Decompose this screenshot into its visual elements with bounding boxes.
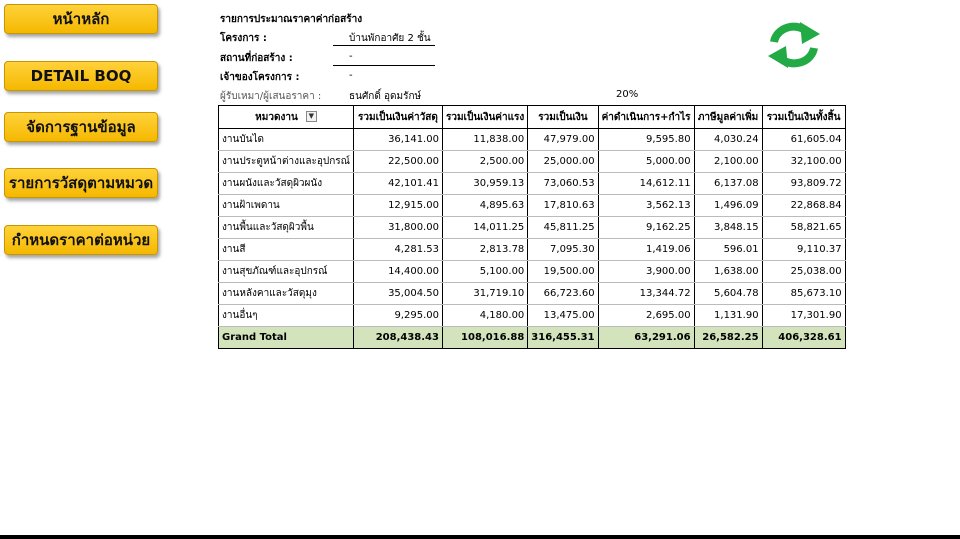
grand-total-row	[219, 327, 846, 349]
amount-cell[interactable]: 596.01	[694, 239, 762, 261]
amount-cell[interactable]: 1,638.00	[694, 261, 762, 283]
amount-cell[interactable]: 1,131.90	[694, 305, 762, 327]
amount-cell[interactable]: 2,100.00	[694, 151, 762, 173]
report-title: รายการประมาณราคาค่าก่อสร้าง	[220, 14, 363, 25]
header-overhead-profit: ค่าดำเนินการ+กำไร	[598, 106, 694, 129]
amount-cell[interactable]: 35,004.50	[353, 283, 442, 305]
amount-cell[interactable]: 19,500.00	[528, 261, 598, 283]
amount-cell[interactable]: 3,562.13	[598, 195, 694, 217]
amount-cell[interactable]: 58,821.65	[762, 217, 845, 239]
amount-cell[interactable]: 13,475.00	[528, 305, 598, 327]
location-value: -	[349, 51, 353, 62]
table-row	[219, 173, 846, 195]
amount-cell[interactable]: 4,895.63	[442, 195, 527, 217]
nav-button-unit-price[interactable]: กำหนดราคาต่อหน่วย	[4, 225, 158, 255]
amount-cell[interactable]: 85,673.10	[762, 283, 845, 305]
amount-cell[interactable]: 9,162.25	[598, 217, 694, 239]
refresh-icon[interactable]	[764, 20, 824, 70]
filter-dropdown-icon[interactable]: ▼	[306, 111, 317, 122]
category-cell[interactable]: งานอื่นๆ	[219, 305, 354, 327]
nav-button-home[interactable]: หน้าหลัก	[4, 4, 158, 34]
amount-cell[interactable]: 3,848.15	[694, 217, 762, 239]
total-cell: 208,438.43	[353, 327, 442, 349]
header-vat: ภาษีมูลค่าเพิ่ม	[694, 106, 762, 129]
amount-cell[interactable]: 3,900.00	[598, 261, 694, 283]
amount-cell[interactable]: 2,695.00	[598, 305, 694, 327]
header-subtotal: รวมเป็นเงิน	[528, 106, 598, 129]
nav-button-materials-by-category[interactable]: รายการวัสดุตามหมวด	[4, 168, 158, 198]
project-underline	[333, 45, 435, 46]
owner-label: เจ้าของโครงการ :	[220, 72, 300, 83]
amount-cell[interactable]: 1,419.06	[598, 239, 694, 261]
amount-cell[interactable]: 93,809.72	[762, 173, 845, 195]
amount-cell[interactable]: 14,612.11	[598, 173, 694, 195]
amount-cell[interactable]: 47,979.00	[528, 129, 598, 151]
amount-cell[interactable]: 12,915.00	[353, 195, 442, 217]
category-cell[interactable]: งานบันได	[219, 129, 354, 151]
amount-cell[interactable]: 2,813.78	[442, 239, 527, 261]
header-category-label: หมวดงาน	[255, 111, 298, 123]
amount-cell[interactable]: 14,400.00	[353, 261, 442, 283]
header-labor-cost: รวมเป็นเงินค่าแรง	[442, 106, 527, 129]
amount-cell[interactable]: 17,301.90	[762, 305, 845, 327]
nav-button-manage-database[interactable]: จัดการฐานข้อมูล	[4, 112, 158, 142]
amount-cell[interactable]: 14,011.25	[442, 217, 527, 239]
boq-summary-table	[218, 105, 846, 349]
table-row	[219, 195, 846, 217]
contractor-value: ธนศักดิ์ อุดมรักษ์	[349, 91, 422, 102]
bottom-bar	[0, 535, 960, 539]
amount-cell[interactable]: 61,605.04	[762, 129, 845, 151]
amount-cell[interactable]: 6,137.08	[694, 173, 762, 195]
total-cell: 26,582.25	[694, 327, 762, 349]
amount-cell[interactable]: 31,719.10	[442, 283, 527, 305]
contractor-label: ผู้รับเหมา/ผู้เสนอราคา :	[220, 91, 322, 102]
amount-cell[interactable]: 36,141.00	[353, 129, 442, 151]
total-cell: 406,328.61	[762, 327, 845, 349]
amount-cell[interactable]: 9,595.80	[598, 129, 694, 151]
total-cell: 63,291.06	[598, 327, 694, 349]
owner-value: -	[349, 70, 353, 81]
project-value: บ้านพักอาศัย 2 ชั้น	[349, 33, 431, 44]
amount-cell[interactable]: 1,496.09	[694, 195, 762, 217]
total-cell: 108,016.88	[442, 327, 527, 349]
amount-cell[interactable]: 9,110.37	[762, 239, 845, 261]
amount-cell[interactable]: 31,800.00	[353, 217, 442, 239]
amount-cell[interactable]: 22,868.84	[762, 195, 845, 217]
category-cell[interactable]: งานพื้นและวัสดุผิวพื้น	[219, 217, 354, 239]
table-row	[219, 129, 846, 151]
category-cell[interactable]: งานหลังคาและวัสดุมุง	[219, 283, 354, 305]
amount-cell[interactable]: 2,500.00	[442, 151, 527, 173]
amount-cell[interactable]: 9,295.00	[353, 305, 442, 327]
amount-cell[interactable]: 5,000.00	[598, 151, 694, 173]
amount-cell[interactable]: 5,604.78	[694, 283, 762, 305]
amount-cell[interactable]: 17,810.63	[528, 195, 598, 217]
table-row	[219, 261, 846, 283]
project-label: โครงการ :	[220, 33, 267, 44]
amount-cell[interactable]: 73,060.53	[528, 173, 598, 195]
amount-cell[interactable]: 11,838.00	[442, 129, 527, 151]
category-cell[interactable]: งานผนังและวัสดุผิวผนัง	[219, 173, 354, 195]
location-underline	[333, 65, 435, 66]
amount-cell[interactable]: 42,101.41	[353, 173, 442, 195]
nav-button-detail-boq[interactable]: DETAIL BOQ	[4, 61, 158, 91]
amount-cell[interactable]: 25,000.00	[528, 151, 598, 173]
overhead-percent: 20%	[616, 89, 639, 100]
location-label: สถานที่ก่อสร้าง :	[220, 53, 293, 64]
table-row	[219, 305, 846, 327]
amount-cell[interactable]: 13,344.72	[598, 283, 694, 305]
amount-cell[interactable]: 25,038.00	[762, 261, 845, 283]
amount-cell[interactable]: 4,281.53	[353, 239, 442, 261]
table-row	[219, 151, 846, 173]
total-cell: 316,455.31	[528, 327, 598, 349]
header-material-cost: รวมเป็นเงินค่าวัสดุ	[353, 106, 442, 129]
header-grand-total: รวมเป็นเงินทั้งสิ้น	[762, 106, 845, 129]
category-cell[interactable]: งานสี	[219, 239, 354, 261]
amount-cell[interactable]: 4,030.24	[694, 129, 762, 151]
table-header-row	[219, 106, 846, 129]
amount-cell[interactable]: 7,095.30	[528, 239, 598, 261]
table-row	[219, 217, 846, 239]
amount-cell[interactable]: 66,723.60	[528, 283, 598, 305]
category-cell[interactable]: งานสุขภัณฑ์และอุปกรณ์	[219, 261, 354, 283]
table-row	[219, 239, 846, 261]
amount-cell[interactable]: 32,100.00	[762, 151, 845, 173]
amount-cell[interactable]: 4,180.00	[442, 305, 527, 327]
amount-cell[interactable]: 5,100.00	[442, 261, 527, 283]
amount-cell[interactable]: 45,811.25	[528, 217, 598, 239]
category-cell[interactable]: งานฝ้าเพดาน	[219, 195, 354, 217]
amount-cell[interactable]: 30,959.13	[442, 173, 527, 195]
grand-total-label: Grand Total	[219, 327, 354, 349]
amount-cell[interactable]: 22,500.00	[353, 151, 442, 173]
header-category[interactable]	[219, 106, 354, 129]
table-row	[219, 283, 846, 305]
category-cell[interactable]: งานประตูหน้าต่างและอุปกรณ์	[219, 151, 354, 173]
